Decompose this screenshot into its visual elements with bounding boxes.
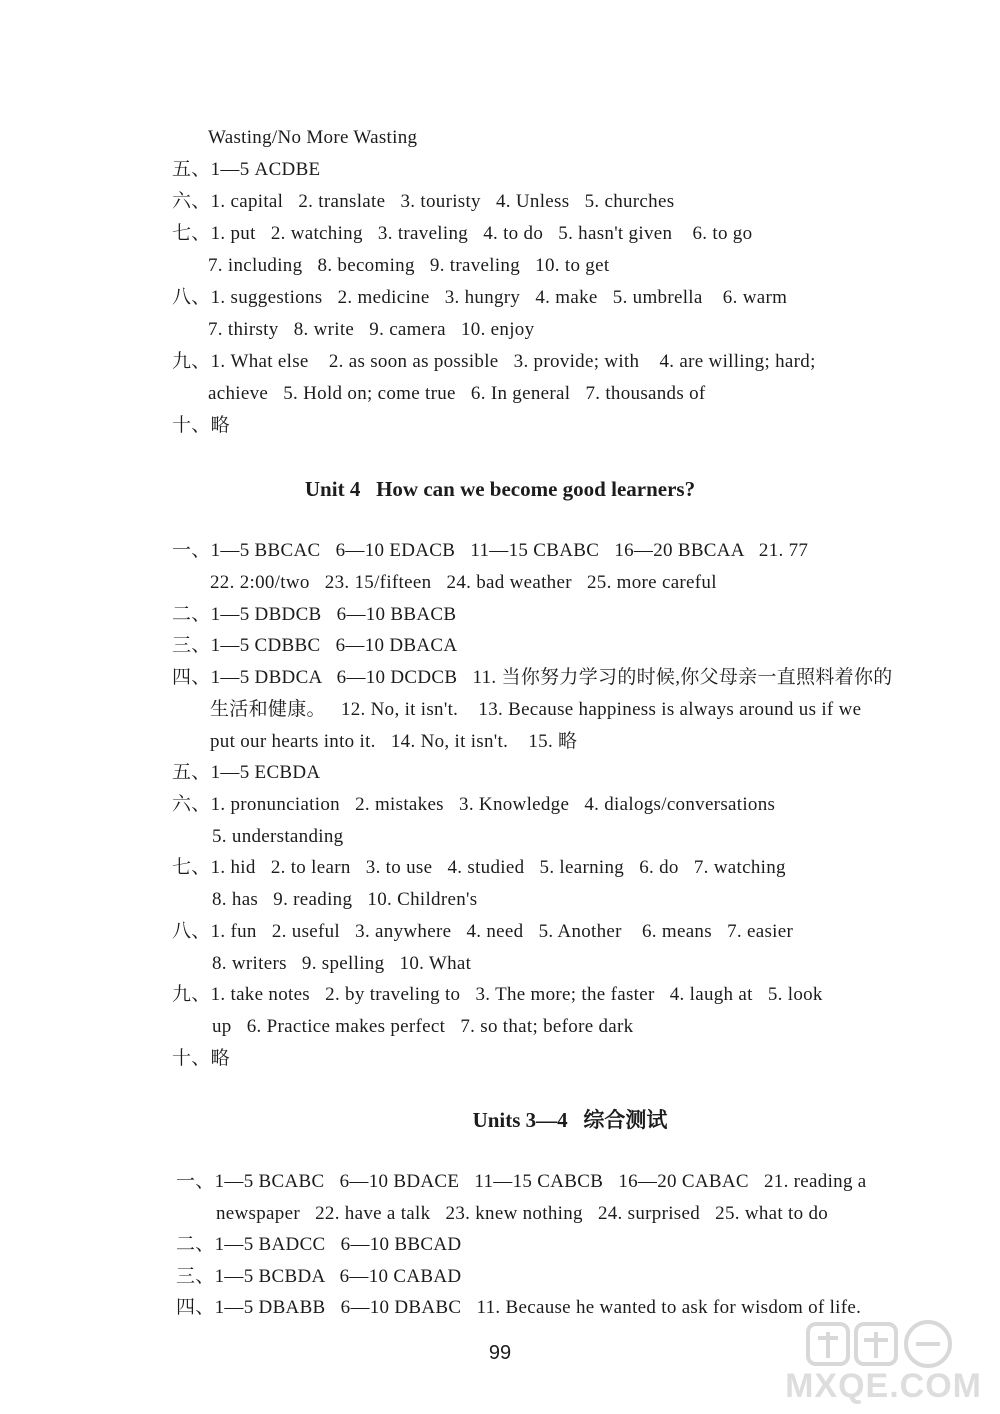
answer-line: 7. including 8. becoming 9. traveling 10. to get — [208, 255, 610, 276]
answer-line: 7. thirsty 8. write 9. camera 10. enjoy — [208, 319, 535, 340]
page-number: 99 — [488, 1342, 512, 1364]
answer-line: 一、1—5 BCABC 6—10 BDACE 11—15 CABCB 16—20 CABAC 21. reading a — [176, 1171, 867, 1192]
answer-line: 5. understanding — [212, 826, 344, 847]
answer-line: 三、1—5 BCBDA 6—10 CABAD — [176, 1266, 462, 1287]
answer-line: 8. writers 9. spelling 10. What — [212, 953, 472, 974]
answer-line: 九、1. What else 2. as soon as possible 3. provide; with 4. are willing; hard; — [172, 351, 816, 372]
answer-line: 八、1. fun 2. useful 3. anywhere 4. need 5. Another 6. means 7. easier — [172, 921, 794, 942]
answer-line: achieve 5. Hold on; come true 6. In general 7. thousands of — [208, 383, 706, 404]
answer-line: 8. has 9. reading 10. Children's — [212, 889, 478, 910]
answer-line: 四、1—5 DBABB 6—10 DBABC 11. Because he wanted to ask for wisdom of life. — [176, 1297, 862, 1318]
answer-line: 二、1—5 DBDCB 6—10 BBACB — [172, 604, 457, 625]
answer-line: 十、略 — [172, 1048, 230, 1069]
watermark-site-text: MXQE.COM — [785, 1367, 982, 1405]
answer-line: 六、1. pronunciation 2. mistakes 3. Knowledge 4. dialogs/conversations — [172, 794, 776, 815]
answer-line: 22. 2:00/two 23. 15/fifteen 24. bad weather 25. more careful — [210, 572, 717, 593]
answer-line: up 6. Practice makes perfect 7. so that; before dark — [212, 1016, 634, 1037]
answer-line: newspaper 22. have a talk 23. knew nothing 24. surprised 25. what to do — [216, 1203, 829, 1224]
answer-line: 五、1—5 ECBDA — [172, 762, 321, 783]
answer-line: 十、略 — [172, 415, 230, 436]
answer-line: 七、1. put 2. watching 3. traveling 4. to do 5. hasn't given 6. to go — [172, 223, 753, 244]
answer-line: 六、1. capital 2. translate 3. touristy 4. Unless 5. churches — [172, 191, 675, 212]
answer-line: 四、1—5 DBDCA 6—10 DCDCB 11. 当你努力学习的时候,你父母亲一直照料着你的 — [172, 667, 893, 688]
answer-line: 九、1. take notes 2. by traveling to 3. The more; the faster 4. laugh at 5. look — [172, 984, 823, 1005]
answer-line: 生活和健康。 12. No, it isn't. 13. Because happiness is always around us if we — [210, 699, 862, 720]
answer-line: 一、1—5 BBCAC 6—10 EDACB 11—15 CBABC 16—20 BBCAA 21. 77 — [172, 540, 809, 561]
answer-line: put our hearts into it. 14. No, it isn't. 15. 略 — [210, 731, 578, 752]
watermark-logo — [738, 1318, 988, 1408]
answer-line: 七、1. hid 2. to learn 3. to use 4. studied 5. learning 6. do 7. watching — [172, 857, 786, 878]
section-title-unit4: Unit 4 How can we become good learners? — [304, 477, 696, 501]
answer-line: 八、1. suggestions 2. medicine 3. hungry 4. make 5. umbrella 6. warm — [172, 287, 788, 308]
answer-line: 二、1—5 BADCC 6—10 BBCAD — [176, 1234, 462, 1255]
section-title-units3-4: Units 3—4 综合测试 — [472, 1108, 668, 1132]
answer-line: 五、1—5 ACDBE — [172, 159, 321, 180]
answer-line: Wasting/No More Wasting — [208, 127, 418, 148]
answer-line: 三、1—5 CDBBC 6—10 DBACA — [172, 635, 458, 656]
